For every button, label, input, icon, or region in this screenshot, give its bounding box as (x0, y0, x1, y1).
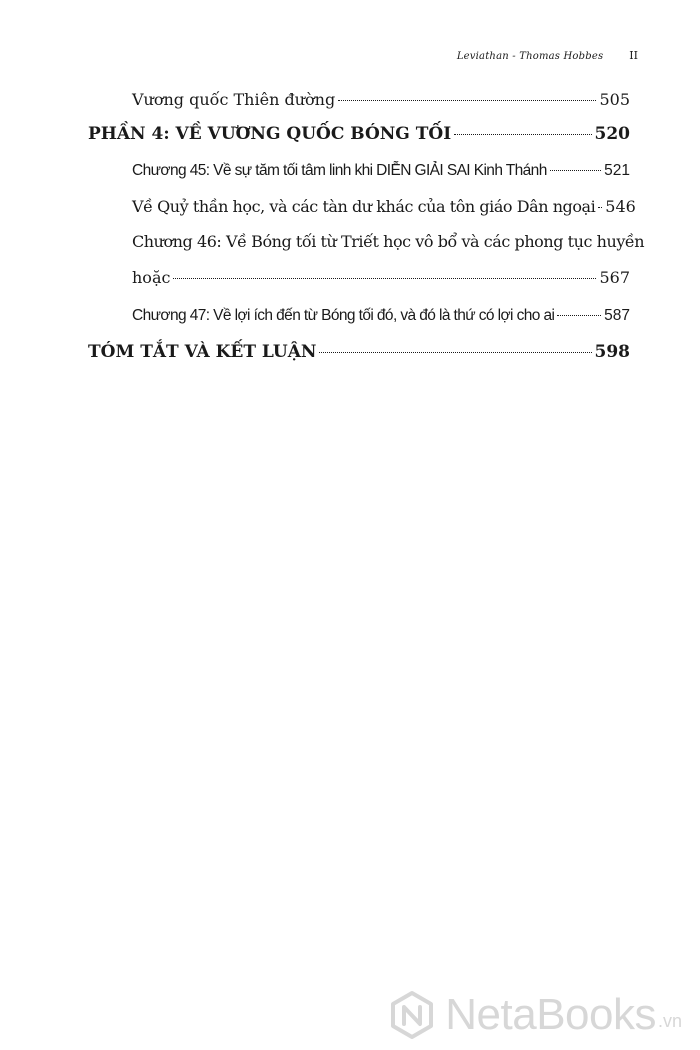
toc-entry-summary-conclusion[interactable] (88, 342, 630, 362)
watermark-tld: .vn (657, 1011, 682, 1031)
dot-leader (319, 352, 591, 353)
toc-entry-title: Chương 45: Về sự tăm tối tâm linh khi DIỄN GIẢI SAI Kinh Thánh (132, 162, 547, 179)
running-title: Leviathan - Thomas Hobbes (456, 51, 604, 62)
toc-entry-chapter-46[interactable] (132, 268, 630, 287)
toc-entry-title: PHẦN 4: VỀ VƯƠNG QUỐC BÓNG TỐI (88, 124, 452, 144)
toc-entry-quy-than-hoc[interactable] (132, 197, 636, 216)
toc-entry-title: TÓM TẮT VÀ KẾT LUẬN (88, 342, 317, 362)
toc-entry-title: Vương quốc Thiên đường (132, 90, 336, 109)
toc-entry-title: Chương 47: Về lợi ích đến từ Bóng tối đó, và đó là thứ có lợi cho ai (132, 307, 555, 324)
toc-entry-page: 520 (594, 124, 630, 144)
toc-entry-page: 546 (605, 197, 636, 216)
toc-entry-page: 598 (594, 342, 630, 362)
toc-entry-chapter-45[interactable] (132, 162, 630, 180)
watermark-brand: NetaBooks (445, 990, 656, 1039)
dot-leader (550, 170, 601, 171)
running-header (457, 49, 638, 62)
toc-entry-page: 505 (599, 90, 630, 109)
hexagon-n-logo-icon (387, 990, 437, 1040)
dot-leader (338, 100, 596, 101)
toc-entry-page: 567 (599, 268, 630, 287)
toc-entry-vuong-quoc-thien-duong[interactable] (132, 90, 630, 109)
watermark (387, 990, 682, 1040)
toc-entry-title: Về Quỷ thần học, và các tàn dư khác của tôn giáo Dân ngoại (132, 197, 596, 216)
dot-leader (598, 207, 602, 208)
toc-entry-chapter-47[interactable] (132, 307, 630, 325)
dot-leader (454, 134, 591, 135)
toc-entry-chapter-46-line1[interactable]: Chương 46: Về Bóng tối từ Triết học vô bổ và các phong tục huyền (132, 232, 645, 251)
dot-leader (557, 315, 601, 316)
page-number: II (629, 49, 638, 62)
toc-entry-page: 587 (604, 307, 630, 324)
toc-entry-page: 521 (604, 162, 630, 179)
toc-entry-part-4[interactable] (88, 124, 630, 144)
toc-entry-title-continued: hoặc (132, 268, 171, 287)
dot-leader (173, 278, 596, 279)
